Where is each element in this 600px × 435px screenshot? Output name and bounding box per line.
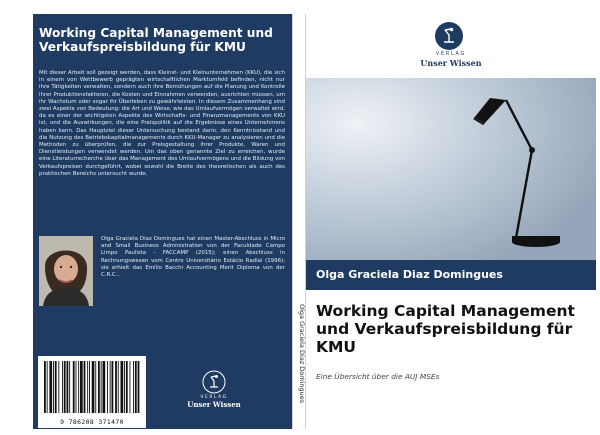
author-bio: Olga Graciela Diaz Domingues hat einen Master-Abschluss in Micro and Small Business Administration von der Faculdade Campo Limpo Paulista - FACCAMP (2015); einen Abschluss in Rechnungswesen vom Centro Universitário Estácio Radial (1996); sie erhielt das Emílio Bacchi Accounting Merit Diploma von der C.R.C.. (101, 236, 285, 279)
front-title: Working Capital Management und Verkaufspreisbildung für KMU (316, 302, 575, 356)
barcode-bar (130, 361, 131, 413)
back-publisher-logo (175, 370, 253, 409)
barcode-bar (69, 361, 70, 413)
author-photo (39, 236, 93, 306)
barcode-bar (135, 361, 137, 413)
barcode-bar (78, 361, 79, 413)
front-top-band (306, 14, 596, 78)
barcode-bar (110, 361, 111, 413)
lamp-logo-icon (435, 22, 463, 50)
front-author: Olga Graciela Diaz Domingues (316, 268, 503, 281)
spine (292, 14, 306, 429)
cover-artwork (306, 78, 596, 260)
back-cover (33, 14, 292, 429)
barcode-bar (44, 361, 46, 413)
barcode-bars (43, 361, 141, 413)
barcode-bar (126, 361, 128, 413)
barcode-bar (62, 361, 63, 413)
back-cover-description: Mit dieser Arbeit soll gezeigt werden, dass Kleinst- und Kleinunternehmen (KKU), die sich in einem von Wettbewerb geprägten wirtschaftlichen Marktumfeld befinden, nicht nur ihre Tätigkeiten verwalten, sondern auch ihre Bemühungen auf die Planung und Kontrolle ihrer Produktionsfaktoren, die Kosten und Einnahmen verwenden, ausrichten müssen, um ihr Wachstum oder sogar ihr Überleben zu gewährleisten. In diesem Zusammenhang sind zwei Aspekte von Bedeutung: die Art und Weise, wie das Umlaufvermögen verwaltet wird, da es einer der wichtigsten Aspekte des Wirtschafts- und Finanzmanagements von KKU ist, und die Auswirkungen, die eine Preispolitik auf die Ergebnisse eines Unternehmens haben kann. Das Hauptziel dieser Untersuchung bestand darin, den Kenntnisstand und die Nutzung des Betriebskapitalmanagements durch KKU-Manager zu analysieren und die Methoden zu überprüfen, die zur Preisgestaltung ihrer Produkte, Waren und Dienstleistungen verwendet werden. Um das oben genannte Ziel zu erreichen, wurde eine Literaturrecherche über das Management des Umlaufvermögens und die Bildung von Verkaufspreisen durchgeführt, wobei sowohl die Breite des theoretischen als auch des praktischen Bereichs untersucht wurde. (39, 70, 285, 177)
barcode-bar (118, 361, 119, 413)
front-logo-label: VERLAG (435, 52, 467, 57)
barcode-bar (103, 361, 106, 413)
barcode-number: 9 786208 371470 (60, 418, 124, 426)
barcode-bar (58, 361, 59, 413)
front-cover (306, 14, 596, 429)
back-cover-title: Working Capital Management und Verkaufspreisbildung für KMU (39, 26, 273, 54)
back-logo-label: VERLAG (200, 395, 228, 400)
front-logo-name: Unser Wissen (420, 58, 482, 68)
barcode-bar (55, 361, 57, 413)
spine-author: Olga Graciela Diaz Domingues (298, 304, 306, 404)
barcode-bar (80, 361, 83, 413)
barcode-bar (64, 361, 66, 413)
barcode-bar (124, 361, 125, 413)
barcode-bar (76, 361, 77, 413)
barcode-bar (87, 361, 88, 413)
barcode-bar (133, 361, 134, 413)
desk-lamp-illustration (306, 78, 596, 260)
barcode-bar (89, 361, 90, 413)
barcode-bar (47, 361, 48, 413)
barcode-bar (67, 361, 69, 413)
barcode-bar (98, 361, 100, 413)
barcode-bar (101, 361, 102, 413)
author-bar (306, 260, 596, 290)
barcode-bar (49, 361, 52, 413)
barcode-bar (112, 361, 114, 413)
barcode-bar (53, 361, 54, 413)
back-logo-name: Unser Wissen (187, 400, 241, 409)
barcode-bar (121, 361, 124, 413)
barcode-bar (73, 361, 75, 413)
barcode-bar (95, 361, 96, 413)
lamp-logo-icon (202, 370, 226, 394)
barcode-bar (115, 361, 117, 413)
front-subtitle: Eine Übersicht über die AUJ MSEs (316, 372, 440, 381)
barcode-bar (138, 361, 140, 413)
barcode-bar (92, 361, 95, 413)
barcode (38, 356, 146, 428)
barcode-bar (107, 361, 108, 413)
front-publisher-logo-circle (435, 22, 463, 50)
barcode-bar (84, 361, 86, 413)
